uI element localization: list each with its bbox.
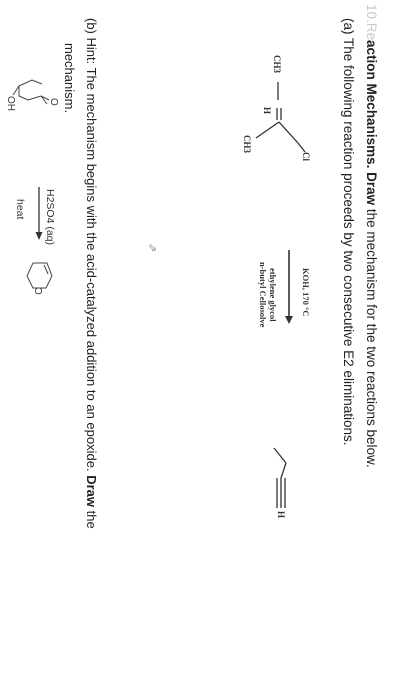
header-title: action Mechanisms.	[364, 40, 379, 169]
reactant-ch3-bottom: CH3	[242, 135, 252, 153]
reagent-heat-label: heat	[14, 199, 26, 220]
product-a-structure	[274, 448, 286, 508]
part-b-arrow	[36, 187, 43, 240]
part-b-text-2: mechanism.	[62, 43, 77, 114]
product-h: H	[276, 511, 286, 519]
part-b-hint: (b) Hint: The mechanism begins with the acid-catalyzed addition to an epoxide.	[84, 18, 99, 472]
reactant-h: H	[262, 107, 272, 115]
reagent-label: H2SO4 (aq)	[44, 189, 56, 246]
reactant-cl: Cl	[301, 152, 311, 161]
part-a-text: (a) The following reaction proceeds by two consecutive E2 eliminations.	[341, 18, 356, 446]
part-b-the: the	[84, 510, 99, 529]
header-draw: Draw	[364, 172, 379, 206]
header-instructions: the mechanism for the two reactions below.	[364, 208, 379, 468]
header-faded-number: 10.	[364, 4, 379, 23]
reactant-b-structure	[13, 80, 49, 104]
part-a-condition-1: KOH, 170 °C	[301, 268, 311, 317]
part-a-condition-2: ethylene glycol	[268, 268, 278, 322]
header-faded-partial: Re	[364, 22, 379, 41]
part-b-draw: Draw	[84, 475, 99, 507]
part-a-condition-3: n-butyl Cellosolve	[258, 262, 268, 328]
reactant-ch3-left: CH3	[272, 55, 282, 73]
reactant-a-structure	[256, 82, 305, 152]
product-ring-o-label: O	[32, 287, 43, 295]
mouse-cursor-icon: ⇗	[146, 243, 158, 253]
hydroxyl-label: OH	[5, 96, 16, 111]
part-a-arrow	[285, 250, 293, 324]
product-b-structure	[27, 263, 52, 288]
epoxide-o-label: O	[48, 98, 59, 106]
